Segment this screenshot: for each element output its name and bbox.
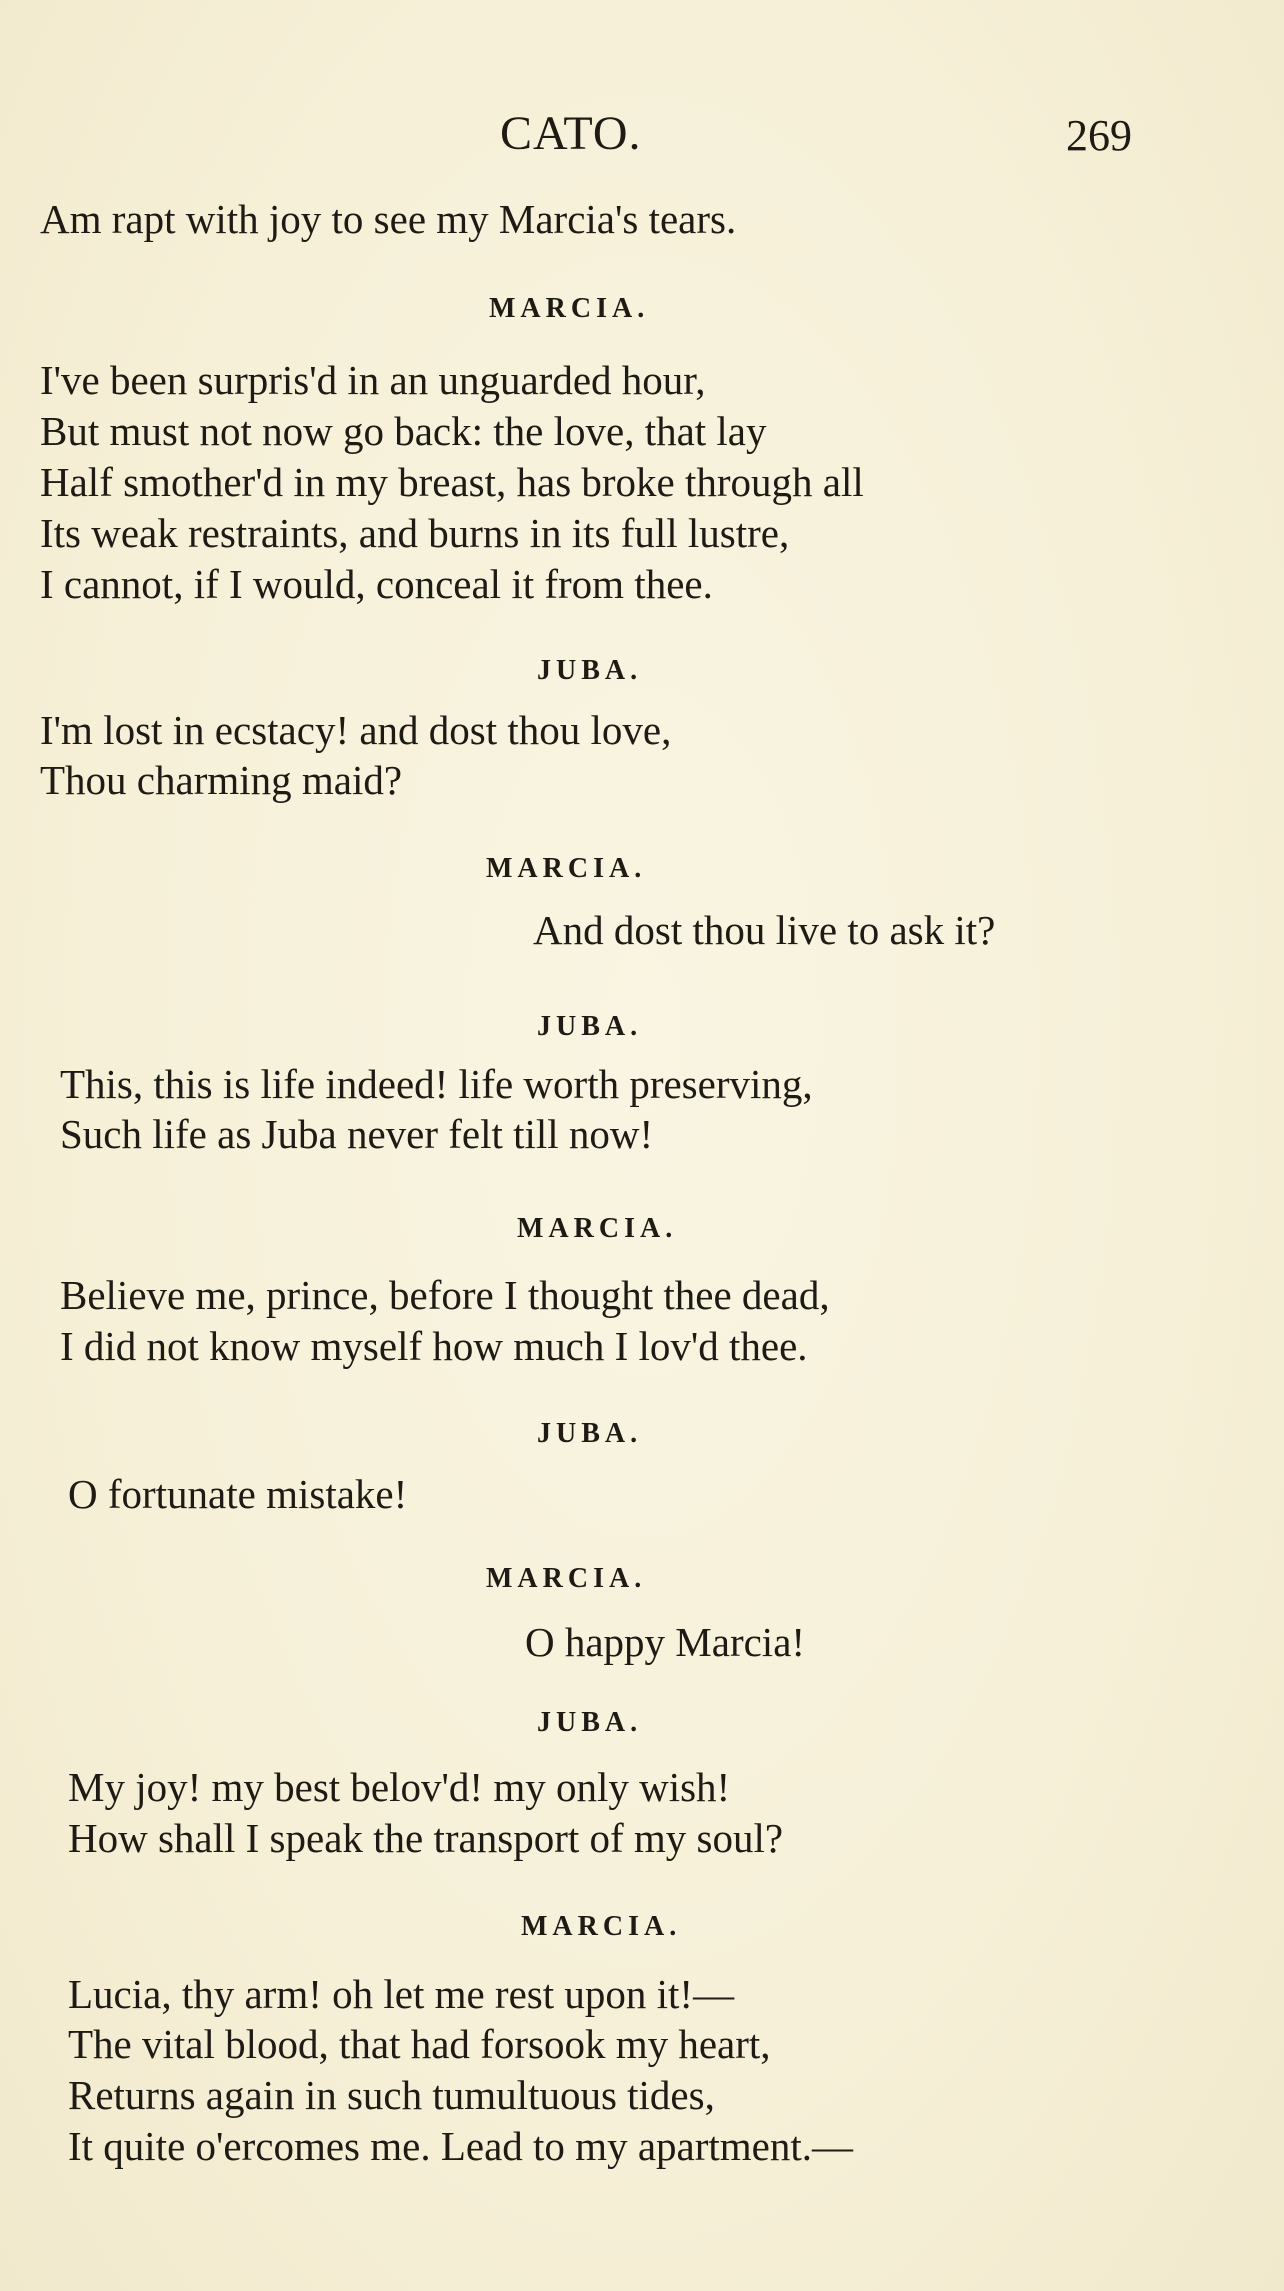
dialogue-line: I'm lost in ecstacy! and dost thou love, — [40, 707, 672, 753]
speaker-name: MARCIA. — [489, 293, 650, 324]
dialogue-line: But must not now go back: the love, that lay — [40, 408, 767, 454]
speaker-name: JUBA. — [537, 655, 643, 686]
dialogue-line: Thou charming maid? — [40, 757, 403, 803]
dialogue-line: Its weak restraints, and burns in its full lustre, — [40, 510, 790, 556]
speaker-name: JUBA. — [537, 1011, 643, 1042]
speaker-name: JUBA. — [537, 1707, 643, 1738]
dialogue-line: Returns again in such tumultuous tides, — [68, 2072, 715, 2118]
dialogue-line: O happy Marcia! — [525, 1619, 806, 1665]
dialogue-line: This, this is life indeed! life worth preserving, — [60, 1061, 813, 1107]
speaker-name: MARCIA. — [521, 1911, 682, 1942]
dialogue-line: My joy! my best belov'd! my only wish! — [68, 1764, 731, 1810]
speaker-name: MARCIA. — [486, 853, 647, 884]
dialogue-line: It quite o'ercomes me. Lead to my apartment.— — [68, 2123, 853, 2169]
speaker-name: MARCIA. — [517, 1213, 678, 1244]
page-number: 269 — [1066, 111, 1132, 160]
dialogue-line: O fortunate mistake! — [68, 1471, 408, 1517]
dialogue-line: I did not know myself how much I lov'd thee. — [60, 1323, 808, 1369]
dialogue-line: I cannot, if I would, conceal it from thee. — [40, 561, 713, 607]
dialogue-line: How shall I speak the transport of my soul? — [68, 1815, 784, 1861]
speaker-name: JUBA. — [537, 1418, 643, 1449]
dialogue-line: Such life as Juba never felt till now! — [60, 1111, 654, 1157]
dialogue-line: Half smother'd in my breast, has broke through all — [40, 459, 864, 505]
opening-line: Am rapt with joy to see my Marcia's tears. — [40, 196, 737, 242]
dialogue-line: Lucia, thy arm! oh let me rest upon it!— — [68, 1971, 735, 2017]
dialogue-line: The vital blood, that had forsook my heart, — [68, 2021, 771, 2067]
dialogue-line: I've been surpris'd in an unguarded hour, — [40, 357, 706, 403]
dialogue-line: Believe me, prince, before I thought thee dead, — [60, 1272, 830, 1318]
running-head-title: CATO. — [500, 107, 642, 160]
speaker-name: MARCIA. — [486, 1563, 647, 1594]
dialogue-line: And dost thou live to ask it? — [533, 907, 996, 953]
